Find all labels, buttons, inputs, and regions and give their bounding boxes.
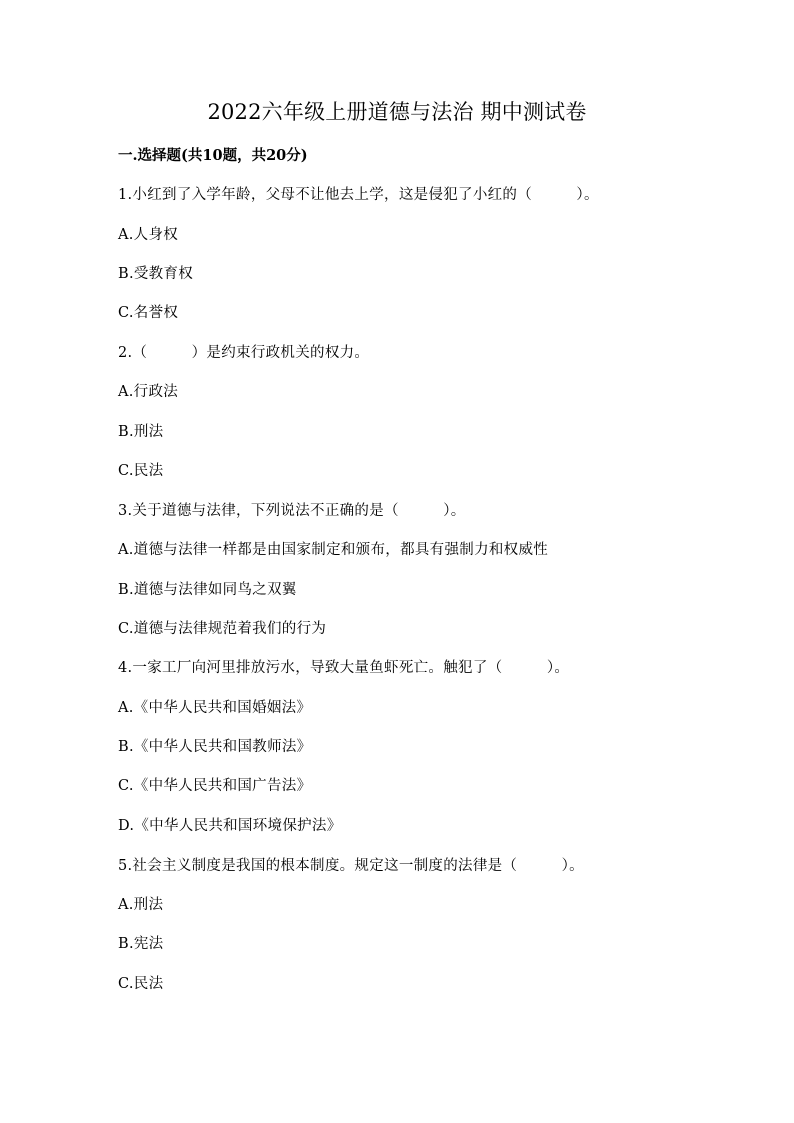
question-3-stem: 3.关于道德与法律，下列说法不正确的是（ ）。 bbox=[118, 503, 466, 519]
page-title: 2022六年级上册道德与法治 期中测试卷 bbox=[207, 100, 587, 124]
question-2-option-b: B.刑法 bbox=[118, 424, 164, 440]
question-1-option-a: A.人身权 bbox=[118, 227, 179, 243]
question-5-option-b: B.宪法 bbox=[118, 936, 164, 952]
question-5-stem: 5.社会主义制度是我国的根本制度。规定这一制度的法律是（ ）。 bbox=[118, 858, 584, 874]
question-1-stem: 1.小红到了入学年龄，父母不让他去上学，这是侵犯了小红的（ ）。 bbox=[118, 187, 599, 203]
question-1-option-c: C.名誉权 bbox=[118, 305, 179, 321]
question-4-option-b: B.《中华人民共和国教师法》 bbox=[118, 739, 312, 755]
question-3-option-c: C.道德与法律规范着我们的行为 bbox=[118, 621, 327, 637]
question-2-option-c: C.民法 bbox=[118, 463, 164, 479]
question-4-stem: 4.一家工厂向河里排放污水，导致大量鱼虾死亡。触犯了（ ）。 bbox=[118, 660, 570, 676]
question-2-stem: 2.（ ）是约束行政机关的权力。 bbox=[118, 345, 370, 361]
question-4-option-a: A.《中华人民共和国婚姻法》 bbox=[118, 700, 312, 716]
question-5-option-a: A.刑法 bbox=[118, 897, 164, 913]
section-heading: 一.选择题(共10题，共20分) bbox=[118, 147, 308, 164]
question-3-option-a: A.道德与法律一样都是由国家制定和颁布，都具有强制力和权威性 bbox=[118, 542, 549, 558]
question-4-option-c: C.《中华人民共和国广告法》 bbox=[118, 778, 312, 794]
question-1-option-b: B.受教育权 bbox=[118, 266, 194, 282]
question-4-option-d: D.《中华人民共和国环境保护法》 bbox=[118, 818, 342, 834]
question-2-option-a: A.行政法 bbox=[118, 384, 179, 400]
question-3-option-b: B.道德与法律如同鸟之双翼 bbox=[118, 582, 297, 598]
question-5-option-c: C.民法 bbox=[118, 976, 164, 992]
